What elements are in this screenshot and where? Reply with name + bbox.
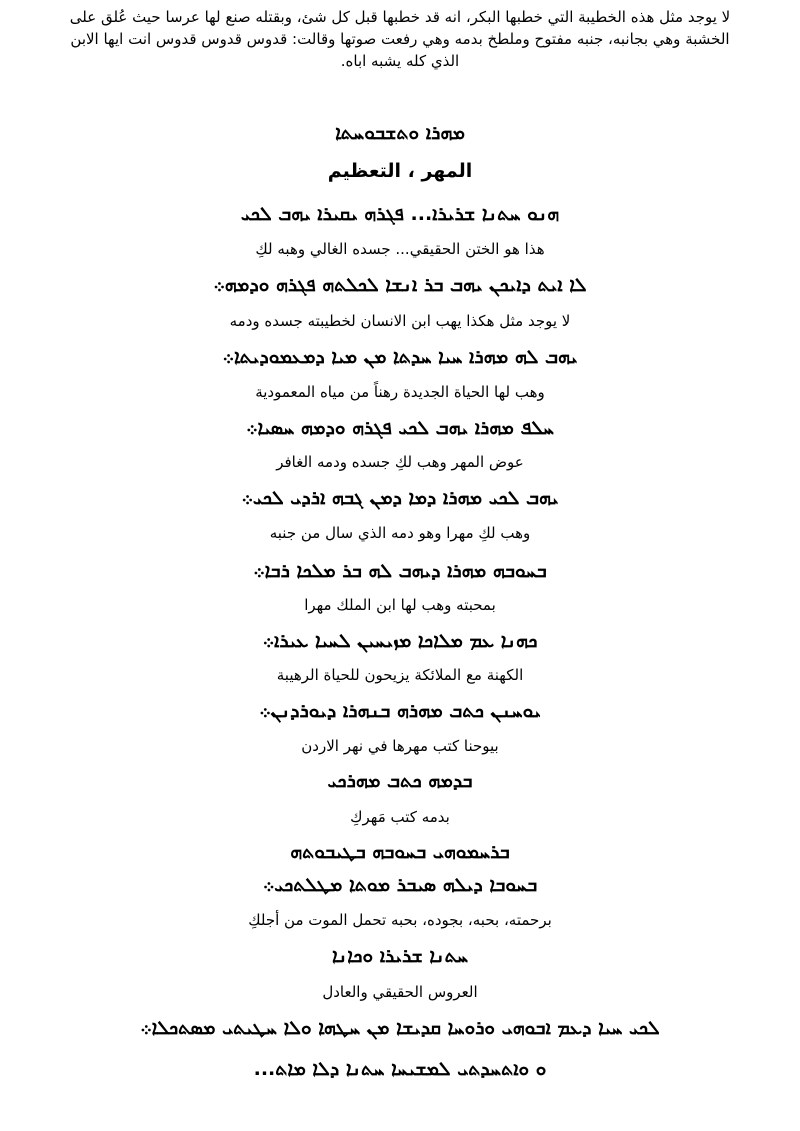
arabic-translation: هذا هو الختن الحقيقي... جسده الغالي وهبه لكِ — [255, 240, 545, 258]
syriac-verse: ܠܐ ܐܝܬ ܕܐܝܟܢ ܝܗܒ ܒܪ ܐܢܫܐ ܠܟܠܬܗ ܦܓܪܗ ܘܕܡܗ܀ — [213, 274, 587, 296]
arabic-translation: بمحبته وهب لها ابن الملك مهرا — [304, 596, 496, 614]
arabic-translation: بدمه كتب مَهركِ — [350, 808, 450, 826]
syriac-verse: ܝܘܚܢܢ ܟܬܒ ܡܗܪܗ ܒܢܗܪܐ ܕܝܘܪܕܢܢ܀ — [259, 700, 541, 722]
arabic-translation: بيوحنا كتب مهرها في نهر الاردن — [301, 737, 499, 755]
syriac-verse: ܝܗܒ ܠܟܝ ܡܗܪܐ ܕܡܐ ܕܡܢ ܓܒܗ ܐܪܕܝ ܠܟܝ܀ — [241, 487, 559, 509]
arabic-translation: الكهنة مع الملائكة يزيحون للحياة الرهيبة — [276, 666, 524, 684]
syriac-title: ܡܗܪܐ ܘܬܫܒܘܚܬܐ — [335, 122, 465, 144]
arabic-translation: برحمته، بحبه، بجوده، بحبه تحمل الموت من أجلكِ — [248, 911, 552, 929]
arabic-translation: لا يوجد مثل هكذا يهب ابن الانسان لخطيبته جسده ودمه — [229, 312, 571, 330]
syriac-verse: ܘ ܘܐܬܚܕܬܝ ܠܡܫܝܚܐ ܚܬܢܐ ܕܠܐ ܡܐܬ... — [253, 1058, 547, 1080]
syriac-verse: ܒܪܚܡܘܗܝ ܒܚܘܒܗ ܒܛܝܒܘܬܗ — [290, 841, 510, 863]
intro-line-1: لا يوجد مثل هذه الخطيبة التي خطبها البكر، انه قد خطبها قبل كل شئ، وبقتله صنع لها عرسا حيث عُلق على — [69, 8, 731, 26]
arabic-translation: وهب لها الحياة الجديدة رهناً من مياه المعمودية — [255, 383, 545, 401]
syriac-verse: ܒܕܡܗ ܟܬܒ ܡܗܪܟܝ — [327, 770, 473, 792]
arabic-translation: العروس الحقيقي والعادل — [322, 983, 478, 1001]
intro-line-2: الخشبة وهي بجانبه، جنبه مفتوح وملطخ بدمه وهي رفعت صوتها وقالت: قدوس قدوس قدوس انت ايها الابن — [70, 30, 730, 48]
syriac-verse: ܒܚܘܒܗ ܡܗܪܐ ܕܝܗܒ ܠܗ ܒܪ ܡܠܟܐ ܪܒܐ܀ — [253, 560, 547, 582]
syriac-verse: ܚܠܦ ܡܗܪܐ ܝܗܒ ܠܟܝ ܦܓܪܗ ܘܕܡܗ ܚܣܝܐ܀ — [246, 417, 554, 439]
syriac-verse: ܠܟܝ ܚܝܐ ܕܥܡ ܐܒܘܗܝ ܘܪܘܚܐ ܩܕܝܫܐ ܡܢ ܚܛܗܐ ܘܠܐ ܚܛܝܬܝ ܡܣܬܟܠܐ܀ — [140, 1017, 660, 1039]
arabic-translation: وهب لكِ مهرا وهو دمه الذي سال من جنبه — [269, 524, 531, 542]
syriac-verse: ܝܗܒ ܠܗ ܡܗܪܐ ܚܝܐ ܚܕܬܐ ܡܢ ܡܝܐ ܕܡܥܡܘܕܝܬܐ܀ — [222, 346, 578, 368]
arabic-title: المهر ، التعظيم — [327, 160, 473, 182]
syriac-verse: ܗܢܘ ܚܬܢܐ ܫܪܝܪܐ... ܦܓܪܗ ܝܩܝܪܐ ܝܗܒ ܠܟܝ — [240, 203, 560, 225]
arabic-translation: عوض المهر وهب لكِ جسده ودمه الغافر — [276, 453, 524, 471]
syriac-verse: ܒܚܘܒܐ ܕܝܠܗ ܣܝܒܪ ܡܘܬܐ ܡܛܠܬܟܝ܀ — [262, 874, 538, 896]
intro-line-3: الذي كله يشبه اباه. — [340, 52, 460, 70]
syriac-verse: ܟܗܢܐ ܥܡ ܡܠܐܟܐ ܡܙܝܚܝܢ ܠܚܝܐ ܥܝܪܐ܀ — [262, 630, 538, 652]
syriac-verse: ܚܬܢܐ ܫܪܝܪܐ ܘܟܐܢܐ — [331, 945, 468, 967]
